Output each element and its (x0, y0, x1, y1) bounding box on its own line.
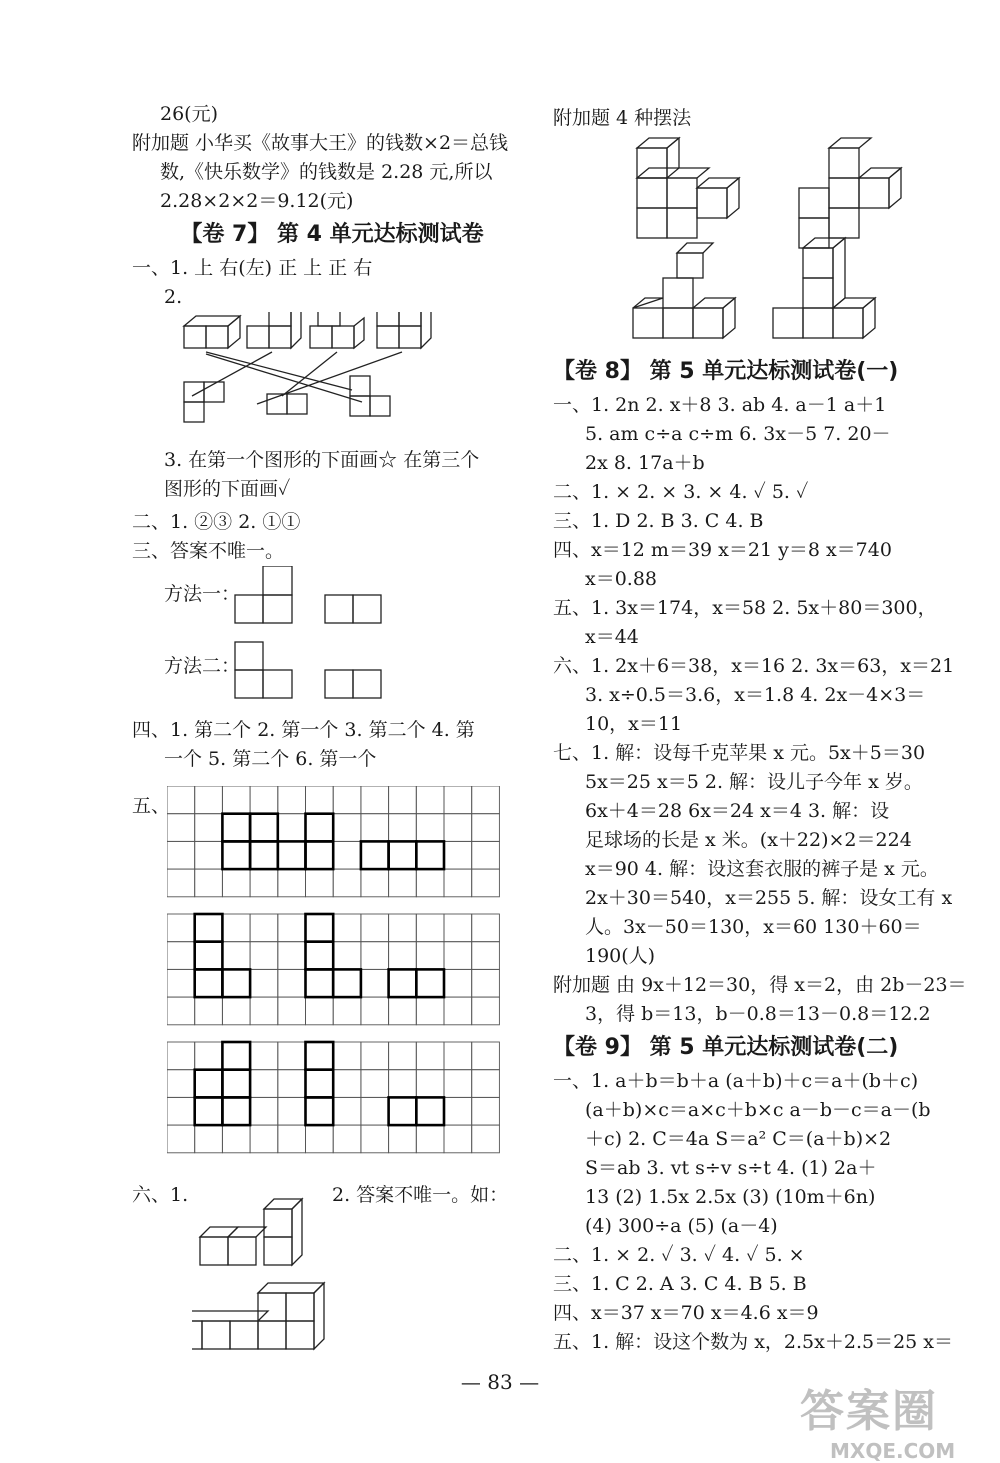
drawn-cell (416, 1097, 444, 1125)
answer-line: ＋c) 2. C＝4a S＝a² C＝(a＋b)×2 (585, 1128, 892, 1150)
grid-section (132, 786, 532, 1171)
section-six (132, 1181, 532, 1351)
answer-line: 二、1. × 2. ✓ 3. ✓ 4. ✓ 5. × (553, 1244, 805, 1266)
drawn-cell (306, 914, 334, 942)
answer-line: 3. 在第一个图形的下面画☆ 在第三个 (164, 449, 480, 471)
section-label: 六、1. (132, 1184, 189, 1206)
drawn-cell (222, 841, 250, 869)
square-grid (167, 786, 499, 897)
methods-figures (132, 566, 532, 716)
matching-diagram (132, 312, 532, 442)
answer-line: (4) 300÷a (5) (a－4) (585, 1215, 778, 1237)
square-grid (167, 914, 499, 1025)
drawn-cell (250, 814, 278, 842)
drawn-cell (222, 969, 250, 997)
plan-view-3 (350, 376, 390, 416)
cube-view-4 (377, 312, 431, 348)
cube-stack-bottom (192, 1283, 324, 1349)
answer-line: 6x＋4＝28 6x＝24 x＝4 3. 解：设 (585, 800, 890, 822)
plan-view-2 (267, 394, 307, 414)
drawn-cell (306, 1042, 334, 1070)
drawn-cell (389, 969, 417, 997)
answer-line: 二、1. ②③ 2. ①① (132, 511, 301, 533)
paper9-answers (553, 1067, 958, 1357)
answer-line: 190(人) (585, 945, 656, 967)
answer-line: x＝90 4. 解：设这套衣服的裤子是 x 元。 (585, 858, 939, 880)
answer-line: x＝0.88 (585, 568, 658, 590)
section-label: 五、 (132, 795, 171, 817)
drawn-cell (416, 969, 444, 997)
answer-line: S＝ab 3. vt s÷v s÷t 4. (1) 2a＋ (585, 1157, 877, 1179)
drawn-cell (306, 814, 334, 842)
answer-line: 2x＋30＝540，x＝255 5. 解：设女工有 x (585, 887, 953, 909)
answer-line: 13 (2) 1.5x 2.5x (3) (10m＋6n) (585, 1186, 876, 1208)
arrangement-1 (637, 138, 739, 238)
drawn-cell (306, 942, 334, 970)
page-number: — 83 — (460, 1370, 540, 1394)
answer-line: 2.28×2×2＝9.12(元) (160, 190, 354, 212)
watermark (800, 1375, 955, 1463)
answer-line: 3. x÷0.5＝3.6，x＝1.8 4. 2x－4×3＝ (585, 684, 926, 706)
drawn-cell (306, 1070, 334, 1098)
paper7-title: 【卷 7】 第 4 单元达标测试卷 (180, 222, 484, 247)
drawn-cell (222, 1070, 250, 1098)
method1-shape-a (235, 566, 292, 623)
cube-view-2 (247, 312, 301, 348)
paper8-title: 【卷 8】 第 5 单元达标测试卷(一) (553, 359, 899, 384)
cube-stack-figure (192, 1181, 372, 1351)
answer-line: 一、1. a＋b＝b＋a (a＋b)＋c＝a＋(b＋c) (553, 1070, 919, 1092)
answer-line: 七、1. 解：设每千克苹果 x 元。5x＋5＝30 (553, 742, 926, 764)
answer-line: 3，得 b＝13，b－0.8＝13－0.8＝12.2 (585, 1003, 931, 1025)
drawn-cell (306, 1097, 334, 1125)
drawn-cell (222, 1042, 250, 1070)
arrangement-2 (799, 138, 901, 248)
method-label: 方法一： (164, 583, 241, 605)
answer-line: 六、1. 2x＋6＝38，x＝16 2. 3x＝63，x＝21 (553, 655, 955, 677)
drawn-cell (222, 814, 250, 842)
answer-line: 五、1. 解：设这个数为 x，2.5x＋2.5＝25 x＝ (553, 1331, 954, 1353)
drawn-cell (416, 841, 444, 869)
answer-line: 三、1. C 2. A 3. C 4. B 5. B (553, 1273, 807, 1295)
watermark-logo: 答案圈 (800, 1386, 938, 1437)
answer-line: 2x 8. 17a＋b (585, 452, 705, 474)
method-label: 方法二： (164, 655, 241, 677)
bonus-question: 附加题 小华买《故事大王》的钱数×2＝总钱 (132, 132, 509, 154)
drawn-cell (361, 841, 389, 869)
cube-view-3 (310, 312, 364, 348)
drawn-cell (389, 841, 417, 869)
answer-line: 四、x＝37 x＝70 x＝4.6 x＝9 (553, 1302, 819, 1324)
paper9-title: 【卷 9】 第 5 单元达标测试卷(二) (553, 1035, 899, 1060)
drawn-cell (195, 942, 223, 970)
arrangement-3 (633, 243, 735, 338)
left-column (132, 100, 532, 1351)
answer-line: 26(元) (160, 103, 219, 125)
answer-line: 一、1. 2n 2. x＋8 3. ab 4. a－1 a＋1 (553, 394, 887, 416)
square-grid (167, 1042, 499, 1153)
drawn-cell (278, 841, 306, 869)
drawn-cell (389, 1097, 417, 1125)
drawn-cell (306, 969, 334, 997)
method2-shape-b (325, 670, 381, 698)
answer-line: 数,《快乐数学》的钱数是 2.28 元,所以 (160, 161, 493, 183)
answer-line: 四、1. 第二个 2. 第一个 3. 第二个 4. 第 (132, 719, 475, 741)
answer-line: 人。3x－50＝130，x＝60 130＋60＝ (585, 916, 922, 938)
cube-view-1 (184, 316, 240, 348)
answer-line: 2. (164, 286, 183, 308)
bonus-question: 附加题 4 种摆法 (553, 107, 692, 129)
cube-stack-top (200, 1199, 302, 1265)
drawn-cell (195, 1097, 223, 1125)
answer-line: 三、答案不唯一。 (132, 540, 285, 562)
drawn-cell (222, 1097, 250, 1125)
grid-figures (167, 786, 502, 1171)
answer-line: 5x＝25 x＝5 2. 解：设儿子今年 x 岁。 (585, 771, 923, 793)
four-arrangements (553, 133, 958, 353)
drawn-cell (306, 841, 334, 869)
answer-line: 2. 答案不唯一。如： (332, 1184, 509, 1206)
drawn-cell (195, 1070, 223, 1098)
answer-line: 5. am c÷a c÷m 6. 3x－5 7. 20－ (585, 423, 891, 445)
answer-line: 足球场的长是 x 米。(x＋22)×2＝224 (585, 829, 912, 851)
answer-line: 图形的下面画✓ (164, 478, 291, 500)
paper8-answers (553, 391, 967, 1029)
plan-view-1 (184, 382, 224, 422)
arrangement-4 (773, 238, 875, 338)
answer-line: x＝44 (585, 626, 639, 648)
answer-line: 附加题 由 9x＋12＝30，得 x＝2，由 2b－23＝ (553, 974, 967, 996)
answer-line: (a＋b)×c＝a×c＋b×c a－b－c＝a－(b (585, 1099, 931, 1121)
right-column (553, 104, 967, 1357)
drawn-cell (250, 841, 278, 869)
watermark-url: MXQE.COM (830, 1439, 956, 1463)
drawn-cell (195, 969, 223, 997)
method2-shape-a (235, 642, 292, 698)
drawn-cell (195, 914, 223, 942)
answer-line: 三、1. D 2. B 3. C 4. B (553, 510, 764, 532)
drawn-cell (333, 969, 361, 997)
answer-line: 二、1. × 2. × 3. × 4. ✓ 5. ✓ (553, 481, 809, 503)
answer-line: 一、1. 上 右(左) 正 上 正 右 (132, 257, 373, 279)
answer-line: 一个 5. 第二个 6. 第一个 (164, 748, 377, 770)
answer-line: 四、x＝12 m＝39 x＝21 y＝8 x＝740 (553, 539, 892, 561)
methods-block (132, 566, 532, 716)
answer-line: 10，x＝11 (585, 713, 683, 735)
method1-shape-b (325, 595, 381, 623)
answer-line: 五、1. 3x＝174，x＝58 2. 5x＋80＝300， (553, 597, 937, 619)
